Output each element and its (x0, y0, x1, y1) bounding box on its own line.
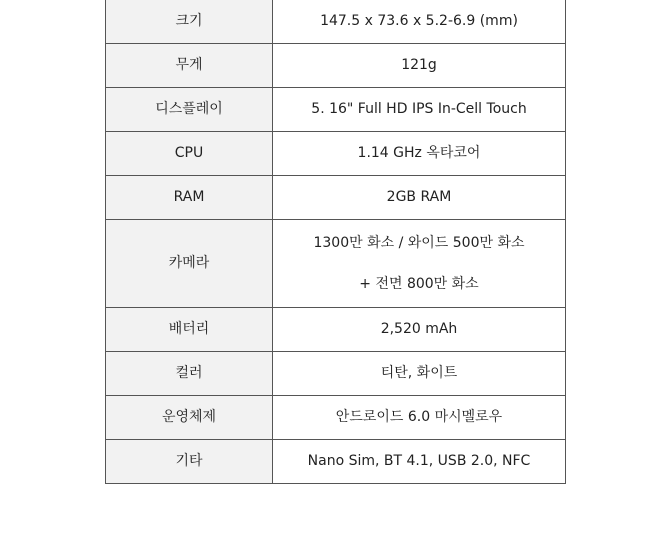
spec-value-camera (273, 220, 566, 308)
spec-value-cpu: 1.14 GHz 옥타코어 (273, 132, 566, 176)
spec-value-color: 티탄, 화이트 (273, 352, 566, 396)
table-row (106, 308, 566, 352)
camera-value-line1: 1300만 화소 / 와이드 500만 화소 (313, 234, 525, 251)
camera-value-line2: + 전면 800만 화소 (359, 275, 479, 292)
table-row (106, 396, 566, 440)
table-row (106, 0, 566, 44)
spec-label-ram: RAM (106, 176, 273, 220)
spec-table (105, 0, 566, 484)
spec-label-camera: 카메라 (106, 220, 273, 308)
spec-value-os: 안드로이드 6.0 마시멜로우 (273, 396, 566, 440)
table-row (106, 220, 566, 308)
spec-label-os: 운영체제 (106, 396, 273, 440)
spec-value-ram: 2GB RAM (273, 176, 566, 220)
table-row (106, 44, 566, 88)
table-row (106, 132, 566, 176)
spec-value-display: 5. 16" Full HD IPS In-Cell Touch (273, 88, 566, 132)
spec-label-etc: 기타 (106, 440, 273, 484)
spec-value-weight: 121g (273, 44, 566, 88)
spec-value-etc: Nano Sim, BT 4.1, USB 2.0, NFC (273, 440, 566, 484)
table-row (106, 176, 566, 220)
spec-value-battery: 2,520 mAh (273, 308, 566, 352)
table-row (106, 440, 566, 484)
spec-label-display: 디스플레이 (106, 88, 273, 132)
spec-label-battery: 배터리 (106, 308, 273, 352)
table-row (106, 352, 566, 396)
spec-label-size: 크기 (106, 0, 273, 44)
table-row (106, 88, 566, 132)
spec-label-cpu: CPU (106, 132, 273, 176)
spec-label-weight: 무게 (106, 44, 273, 88)
spec-label-color: 컬러 (106, 352, 273, 396)
spec-value-size: 147.5 x 73.6 x 5.2-6.9 (mm) (273, 0, 566, 44)
